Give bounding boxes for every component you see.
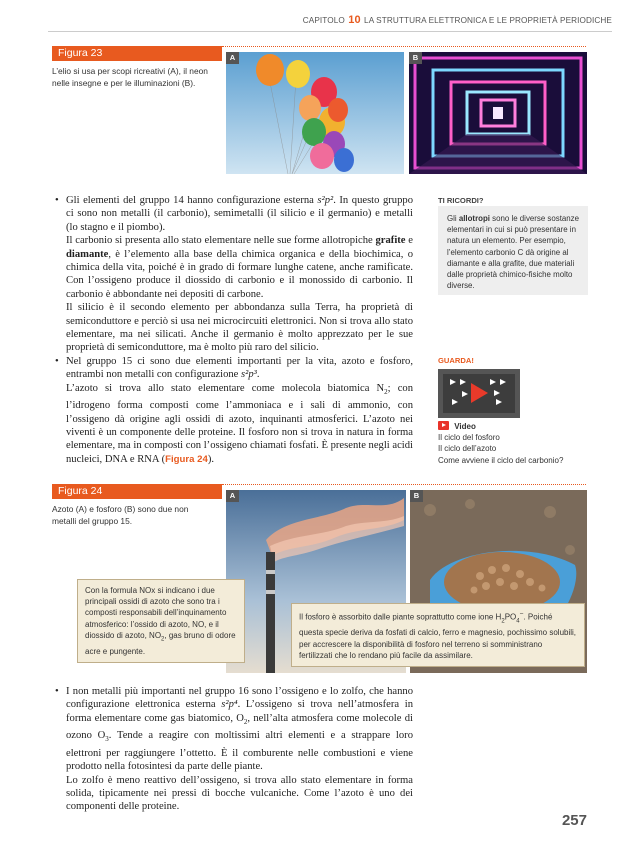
video-item-3[interactable]: Come avviene il ciclo del carbonio? — [438, 455, 564, 465]
figure-23-caption: L’elio si usa per scopi ricreativi (A), il neon nelle insegne e per le illuminazioni (B). — [52, 66, 208, 88]
video-thumbnail[interactable] — [438, 369, 520, 418]
nox-caption-box: Con la formula NOx si indicano i due principali ossidi di azoto che sono tra i composti responsabili dell’inquinamento atmosferico: l’ossido di azoto, NO, e il diossido di azoto, $NO_2$, gas bruno di odore acre e pungente. — [77, 579, 245, 663]
main-text-block-2 — [53, 685, 413, 814]
main-text-block-1 — [53, 194, 413, 466]
panel-a-tag: A — [226, 52, 239, 64]
video-list — [438, 421, 598, 466]
paragraph-carbonio: Il carbonio si presenta allo stato elementare nelle sue forme allotropiche grafite e diamante, è l’elemento alla base della chimica organica e della biochimica, o chimica della vita, poiché è in grado di formare lunghe catene, anche ramificate. Con l’ossigeno produce il diossido di carbonio e il monossido di carbonio. Il carbonio è abbondante nei depositi di carbone. — [66, 235, 413, 300]
video-item-1[interactable]: Il ciclo del fosforo — [438, 433, 500, 443]
video-item-2[interactable]: Il ciclo dell’azoto — [438, 444, 497, 454]
running-header — [300, 14, 612, 26]
balloons-photo — [226, 52, 404, 174]
figure-24-caption: Azoto (A) e fosforo (B) sono due non metalli del gruppo 15. — [52, 504, 189, 526]
paragraph-group-14: • Gli elementi del gruppo 14 hanno configurazione esterna s²p². In questo gruppo ci sono non metalli (il carbonio), semimetalli (il silicio e il germanio) e metalli (lo stagno e il piombo). — [53, 194, 413, 234]
header-rule — [48, 31, 612, 32]
guarda-title: GUARDA! — [438, 356, 474, 365]
chapter-title: LA STRUTTURA ELETTRONICA E LE PROPRIETÀ PERIODICHE — [364, 16, 612, 25]
figure-24-label: Figura 24 — [52, 484, 222, 499]
paragraph-group-15: • Nel gruppo 15 ci sono due elementi importanti per la vita, azoto e fosforo, entrambi non metalli con configurazione s²p³. — [53, 355, 413, 382]
paragraph-azoto: L’azoto si trova allo stato elementare come molecola biatomica $N_2$; con l’idrogeno forma composti come l’ammoniaca e i sali di ammonio, con l’ossigeno dà origine agli ossidi di azoto, inquinanti atmosferici. L’azoto nei viventi è un componente delle proteine. Il fosforo non si trova in natura in forma elementare, ma in composti con l’ossigeno chiamati fosfati. È presente negli acidi nucleici, DNA e RNA (Figura 24). — [66, 382, 414, 465]
figure-24-rule — [222, 484, 586, 485]
panel-a-tag-2: A — [226, 490, 239, 502]
chapter-number: 10 — [348, 14, 361, 26]
paragraph-zolfo: Lo zolfo è meno reattivo dell’ossigeno, si trova allo stato elementare in forma solida, tipicamente nei pressi di bocche vulcaniche. Come l’azoto è uno dei componenti delle proteine. — [66, 774, 413, 813]
ricordi-title: TI RICORDI? — [438, 196, 484, 205]
figure-23-rule — [222, 46, 586, 47]
ricordi-box: Gli allotropi sono le diverse sostanze elementari in cui si può presentare in natura un elemento. Per esempio, l’elemento carbonio C dà origine al diamante e alla grafite, due materiali dalle proprietà chimico-fisiche molto diverse. — [438, 206, 588, 295]
neon-tunnel-photo — [409, 52, 587, 174]
phosphorus-caption-box: Il fosforo è assorbito dalle piante soprattutto come ione $H_2PO_4^-$. Poiché questa specie deriva da fosfati di calcio, ferro e magnesio, pochissimo solubili, per accrescere la disponibilità di fosforo nel terreno si somministrano fertilizzati che lo rendano più facile da assimilare. — [291, 603, 585, 667]
video-label: Video — [454, 422, 476, 431]
figure-24-link[interactable]: Figura 24 — [165, 453, 208, 465]
figure-23-label: Figura 23 — [52, 46, 222, 61]
chapter-word: CAPITOLO — [302, 16, 345, 25]
video-label-row[interactable] — [438, 421, 598, 432]
paragraph-group-16: • I non metalli più importanti nel gruppo 16 sono l’ossigeno e lo zolfo, che hanno configurazione elettronica esterna s²p⁴. L’ossigeno si trova nell’atmosfera in forma elementare come gas biatomico, $O_2$, nell’alta atmosfera come molecole di ozono $O_3$. Tende a reagire con moltissimi altri elementi e a strappare loro elettroni per raggiungere l’ottetto. È il comburente nelle combustioni e viene prodotto nella fotosintesi da parte delle piante. — [53, 685, 413, 774]
play-icon — [438, 421, 449, 430]
paragraph-silicio: Il silicio è il secondo elemento per abbondanza sulla Terra, ha proprietà di semiconduttore e perciò si usa nei microcircuiti elettronici. Non si trova allo stato elementare, ma nei silicati. Anche il germanio è molto apprezzato per le sue proprietà di semiconduttore, ma è molto più raro del silicio. — [66, 302, 413, 354]
panel-b-tag-2: B — [410, 490, 423, 502]
panel-b-tag: B — [409, 52, 422, 64]
page-number: 257 — [561, 812, 587, 829]
